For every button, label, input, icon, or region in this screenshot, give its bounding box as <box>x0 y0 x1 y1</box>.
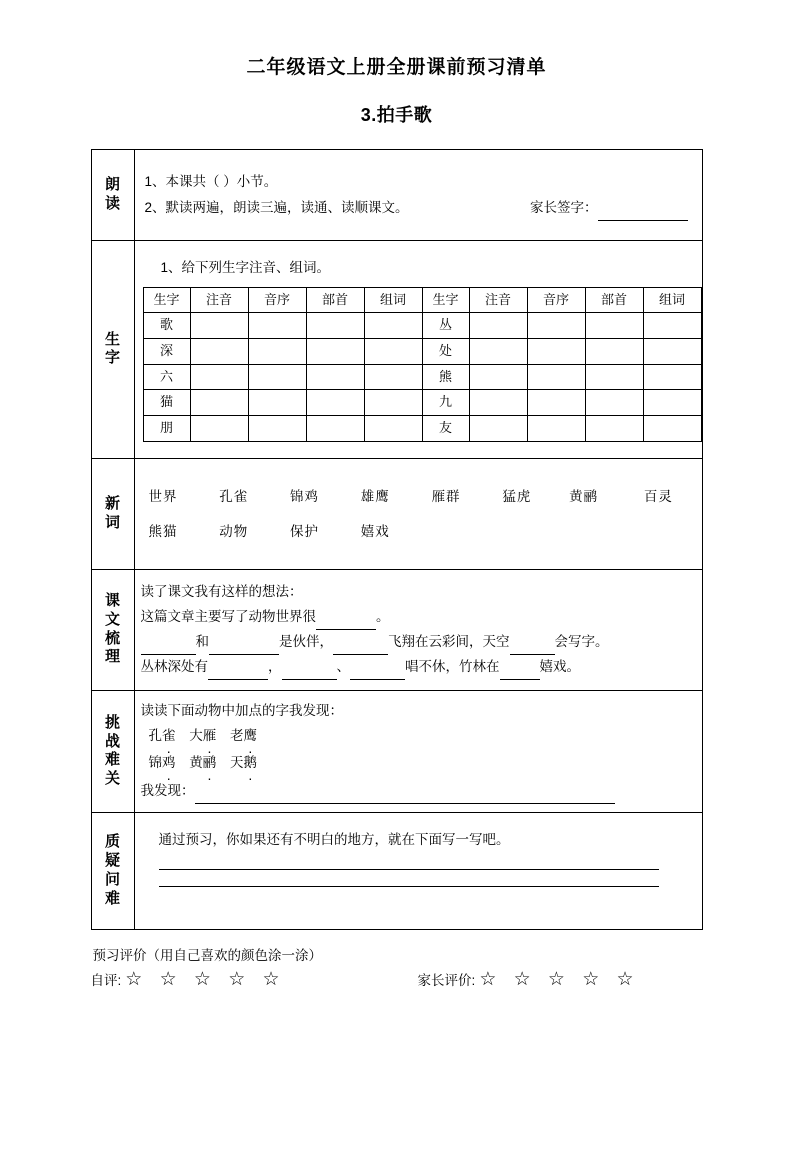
row-label-reading <box>91 150 134 241</box>
cell-char: 深 <box>143 339 190 365</box>
col-header-pinyin-2: 注音 <box>469 287 527 313</box>
table-row <box>143 313 701 339</box>
cell-char: 六 <box>143 364 190 390</box>
table-row-new-words <box>91 458 702 569</box>
cell-radical[interactable] <box>585 390 643 416</box>
dotted-char: 雀 <box>162 728 176 744</box>
cell-radical[interactable] <box>306 416 364 442</box>
cell-initial[interactable] <box>248 339 306 365</box>
row-label-question-char-2: 疑 <box>104 852 120 870</box>
table-row-text-combing <box>91 569 702 690</box>
dotted-char: 雁 <box>202 728 217 744</box>
question-answer-line-1[interactable] <box>159 868 659 870</box>
new-word: 动物 <box>219 523 249 539</box>
cell-radical[interactable] <box>306 390 364 416</box>
new-characters-intro: 1、给下列生字注音、组词。 <box>160 260 331 275</box>
blank-field[interactable] <box>500 665 540 680</box>
worksheet-page <box>0 52 793 1174</box>
dotted-char: 鹂 <box>202 755 217 771</box>
parent-evaluation-stars[interactable]: ☆ ☆ ☆ ☆ ☆ <box>479 968 640 990</box>
row-label-challenge-char-4: 关 <box>104 770 120 788</box>
cell-initial[interactable] <box>527 313 585 339</box>
new-word: 世界 <box>148 488 178 504</box>
text-combing-line-2 <box>141 605 694 630</box>
evaluation-row <box>91 968 703 991</box>
cell-pinyin[interactable] <box>190 313 248 339</box>
blank-field[interactable] <box>316 615 376 630</box>
text-combing-line-2-text: 这篇文章主要写了动物世界很 <box>140 608 316 624</box>
cell-word[interactable] <box>643 390 701 416</box>
table-row-reading <box>91 150 702 241</box>
row-content-question <box>134 812 702 929</box>
row-label-text-combing <box>91 569 134 690</box>
challenge-word: 天鹅 <box>230 755 257 770</box>
challenge-find-blank[interactable] <box>195 789 615 804</box>
new-words-row-2 <box>149 514 692 549</box>
self-evaluation-stars[interactable]: ☆ ☆ ☆ ☆ ☆ <box>125 968 286 990</box>
row-label-question <box>91 812 134 929</box>
cell-initial[interactable] <box>527 390 585 416</box>
question-text: 通过预习，你如果还有不明白的地方，就在下面写一写吧。 <box>158 831 510 847</box>
col-header-initial-1: 音序 <box>248 287 306 313</box>
cell-word[interactable] <box>643 339 701 365</box>
challenge-word: 老鹰 <box>230 728 257 743</box>
text-combing-line-2-end: 。 <box>376 608 390 624</box>
row-label-challenge-char-3: 难 <box>104 751 120 769</box>
text-combing-line-1: 读了课文我有这样的想法： <box>140 583 303 599</box>
parent-signature <box>530 195 692 221</box>
dotted-char: 鸡 <box>162 755 176 771</box>
text-combing-line-3 <box>141 630 694 655</box>
row-label-new-characters <box>91 241 134 459</box>
table-row <box>143 390 701 416</box>
cell-radical[interactable] <box>306 339 364 365</box>
challenge-find-label: 我发现： <box>140 783 195 799</box>
cell-pinyin[interactable] <box>190 390 248 416</box>
dotted-char: 鹰 <box>243 728 258 744</box>
cell-radical[interactable] <box>585 313 643 339</box>
row-label-challenge-char-2: 战 <box>104 732 120 750</box>
row-label-reading-char-1: 朗 <box>104 176 120 194</box>
row-label-text-combing-char-4: 理 <box>104 648 120 666</box>
evaluation-footer <box>91 944 703 991</box>
cell-pinyin[interactable] <box>469 339 527 365</box>
cell-word[interactable] <box>364 339 422 365</box>
row-label-text-combing-char-2: 文 <box>104 610 120 628</box>
blank-field[interactable] <box>141 640 196 655</box>
blank-field[interactable] <box>282 665 337 680</box>
cell-initial[interactable] <box>248 390 306 416</box>
row-label-reading-char-2: 读 <box>104 195 120 212</box>
self-evaluation-label: 自评: <box>90 972 122 988</box>
cell-word[interactable] <box>364 364 422 390</box>
challenge-word: 黄鹂 <box>189 755 216 770</box>
cell-initial[interactable] <box>527 339 585 365</box>
cell-char: 猫 <box>143 390 190 416</box>
col-header-initial-2: 音序 <box>527 287 585 313</box>
parent-evaluation-label: 家长评价: <box>417 972 476 988</box>
new-characters-table <box>143 287 702 442</box>
col-header-pinyin-1: 注音 <box>190 287 248 313</box>
new-characters-header-row <box>143 287 701 313</box>
row-label-question-char-1: 质 <box>104 833 120 851</box>
row-label-new-characters-char-1: 生 <box>104 330 120 348</box>
cell-radical[interactable] <box>585 339 643 365</box>
text-combing-line-4-b: ， <box>268 658 282 674</box>
parent-evaluation <box>418 968 640 991</box>
new-word: 百灵 <box>643 488 673 504</box>
cell-radical[interactable] <box>585 416 643 442</box>
challenge-intro: 读读下面动物中加点的字我发现： <box>140 702 343 718</box>
row-label-new-words-char-2: 词 <box>104 513 120 531</box>
blank-field[interactable] <box>333 640 388 655</box>
row-content-new-words <box>134 458 702 569</box>
cell-word[interactable] <box>364 313 422 339</box>
cell-word[interactable] <box>643 313 701 339</box>
text-combing-line-4-d: 唱不休，竹林在 <box>405 658 500 674</box>
cell-pinyin[interactable] <box>469 313 527 339</box>
cell-char: 处 <box>422 339 469 365</box>
text-combing-line-3-d: 会写字。 <box>554 633 609 649</box>
text-combing-line-4-e: 嬉戏。 <box>539 658 580 674</box>
new-word: 保护 <box>290 523 320 539</box>
challenge-row-2 <box>141 749 694 776</box>
text-combing-line-3-c: 飞翔在云彩间，天空 <box>388 633 510 649</box>
new-word: 熊猫 <box>148 523 178 539</box>
row-label-text-combing-char-3: 梳 <box>104 629 120 647</box>
col-header-radical-2: 部首 <box>585 287 643 313</box>
row-label-question-char-3: 问 <box>104 870 120 888</box>
new-word: 嬉戏 <box>360 523 390 539</box>
cell-pinyin[interactable] <box>469 390 527 416</box>
row-content-reading <box>134 150 702 241</box>
cell-initial[interactable] <box>248 313 306 339</box>
challenge-find-line <box>141 778 694 804</box>
col-header-word-2: 组词 <box>643 287 701 313</box>
row-content-challenge <box>134 690 702 812</box>
table-row <box>143 364 701 390</box>
question-answer-line-2[interactable] <box>159 885 659 887</box>
blank-field[interactable] <box>510 640 555 655</box>
cell-initial[interactable] <box>527 416 585 442</box>
blank-field[interactable] <box>208 665 268 680</box>
table-row-question <box>91 812 702 929</box>
table-row <box>143 339 701 365</box>
cell-pinyin[interactable] <box>190 339 248 365</box>
cell-char: 丛 <box>422 313 469 339</box>
row-label-new-words <box>91 458 134 569</box>
row-content-new-characters <box>134 241 702 459</box>
col-header-word-1: 组词 <box>364 287 422 313</box>
cell-initial[interactable] <box>248 364 306 390</box>
reading-line-2 <box>145 195 692 221</box>
row-label-new-words-char-1: 新 <box>104 495 120 513</box>
cell-char: 九 <box>422 390 469 416</box>
new-word: 孔雀 <box>219 488 249 504</box>
row-label-question-char-4: 难 <box>104 889 120 907</box>
row-content-text-combing <box>134 569 702 690</box>
cell-radical[interactable] <box>585 364 643 390</box>
cell-word[interactable] <box>364 416 422 442</box>
row-label-challenge-char-1: 挑 <box>104 713 120 731</box>
worksheet-table <box>91 149 703 930</box>
new-word: 雁群 <box>431 488 461 504</box>
text-combing-line-4-a: 丛林深处有 <box>140 658 208 674</box>
challenge-word: 孔雀 <box>149 728 176 743</box>
row-label-challenge <box>91 690 134 812</box>
reading-line-2-text: 2、默读两遍，朗读三遍，读通、读顺课文。 <box>144 200 409 215</box>
blank-field[interactable] <box>209 640 279 655</box>
new-word: 黄鹂 <box>569 488 599 504</box>
new-word: 猛虎 <box>502 488 532 504</box>
text-combing-line-4-c: 、 <box>336 658 350 674</box>
cell-pinyin[interactable] <box>469 364 527 390</box>
dotted-char: 鹅 <box>243 755 258 771</box>
cell-radical[interactable] <box>306 364 364 390</box>
cell-radical[interactable] <box>306 313 364 339</box>
page-title: 二年级语文上册全册课前预习清单 <box>246 57 547 78</box>
cell-word[interactable] <box>364 390 422 416</box>
challenge-word: 锦鸡 <box>149 755 176 770</box>
lesson-title: 3.拍手歌 <box>360 105 433 125</box>
col-header-char-1: 生字 <box>143 287 190 313</box>
cell-initial[interactable] <box>248 416 306 442</box>
cell-pinyin[interactable] <box>469 416 527 442</box>
cell-pinyin[interactable] <box>190 416 248 442</box>
challenge-word: 大雁 <box>189 728 216 743</box>
cell-char: 熊 <box>422 364 469 390</box>
text-combing-line-3-a: 和 <box>195 633 209 649</box>
cell-char: 歌 <box>143 313 190 339</box>
row-label-text-combing-char-1: 课 <box>104 592 120 610</box>
self-evaluation <box>91 968 286 991</box>
evaluation-title: 预习评价（用自己喜欢的颜色涂一涂） <box>92 947 322 963</box>
new-words-row-1 <box>149 479 692 514</box>
new-word: 雄鹰 <box>360 488 390 504</box>
cell-initial[interactable] <box>527 364 585 390</box>
table-row-new-characters <box>91 241 702 459</box>
row-label-new-characters-char-2: 字 <box>104 349 120 367</box>
table-row-challenge <box>91 690 702 812</box>
parent-signature-label: 家长签字： <box>530 200 598 215</box>
table-row <box>143 416 701 442</box>
cell-word[interactable] <box>643 364 701 390</box>
new-word: 锦鸡 <box>290 488 320 504</box>
cell-word[interactable] <box>643 416 701 442</box>
cell-pinyin[interactable] <box>190 364 248 390</box>
cell-char: 友 <box>422 416 469 442</box>
blank-field[interactable] <box>350 665 405 680</box>
col-header-radical-1: 部首 <box>306 287 364 313</box>
col-header-char-2: 生字 <box>422 287 469 313</box>
reading-line-1: 1、本课共（ ）小节。 <box>144 174 278 190</box>
cell-char: 朋 <box>143 416 190 442</box>
text-combing-line-4 <box>141 655 694 680</box>
challenge-row-1 <box>141 722 694 749</box>
text-combing-line-3-b: 是伙伴， <box>279 633 333 649</box>
parent-signature-blank[interactable] <box>598 206 688 221</box>
